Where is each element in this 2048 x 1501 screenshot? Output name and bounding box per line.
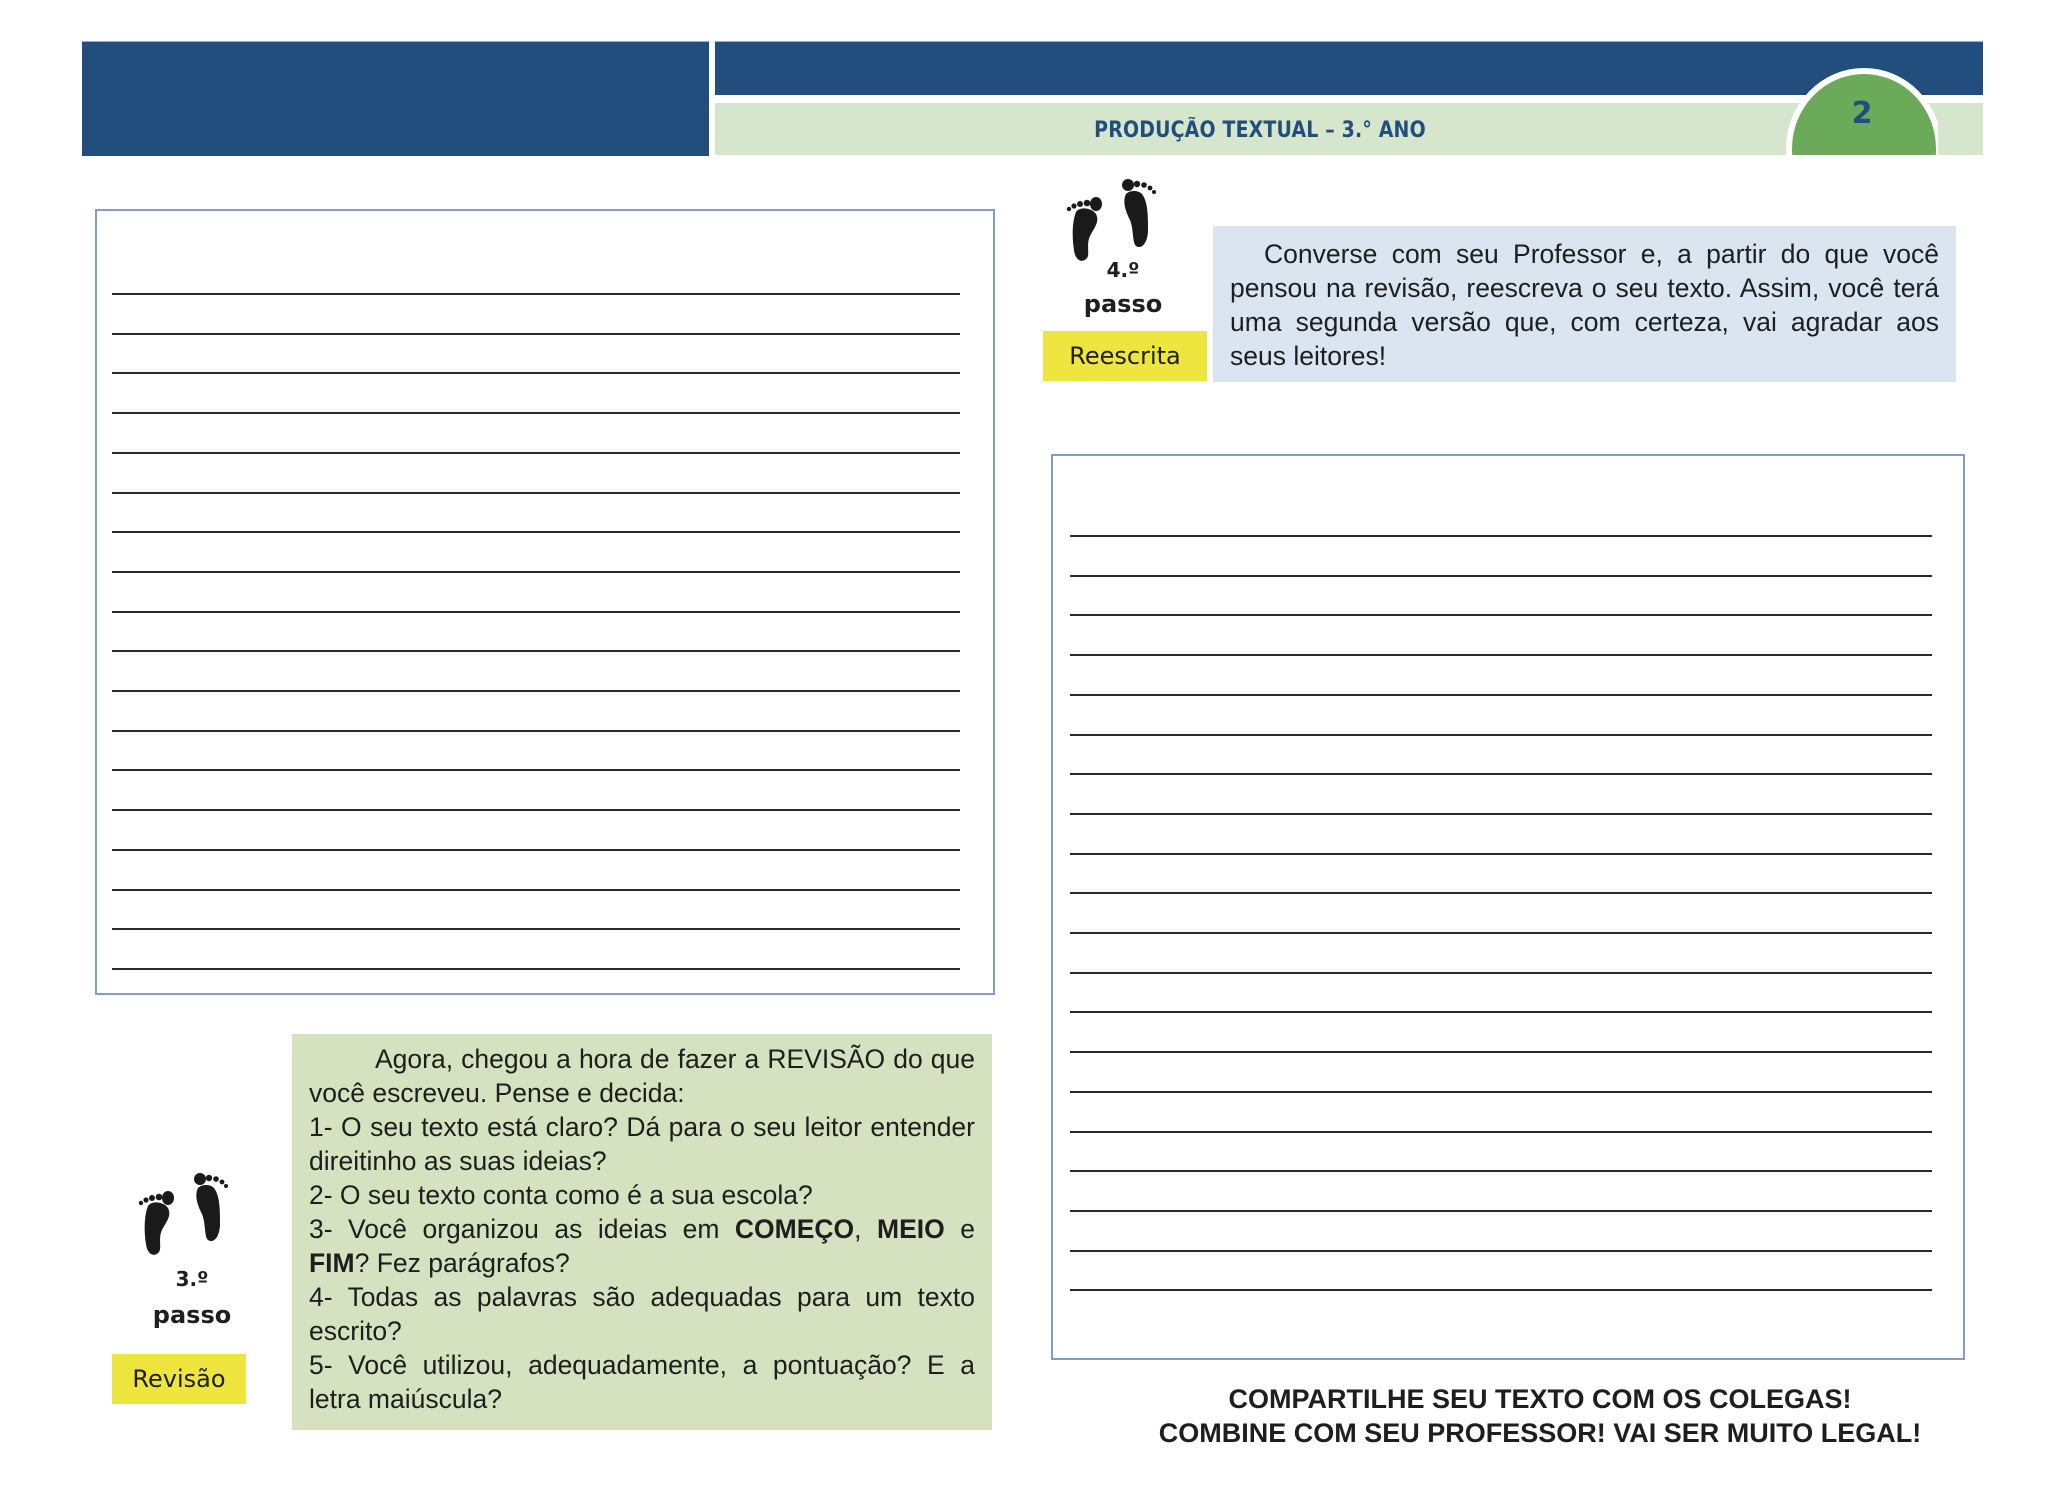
- revision-question: [309, 1280, 975, 1348]
- writing-line: [112, 293, 960, 295]
- writing-line: [112, 849, 960, 851]
- writing-line: [112, 650, 960, 652]
- writing-line: [112, 333, 960, 335]
- writing-line: [1070, 575, 1932, 577]
- revision-question: [309, 1348, 975, 1416]
- writing-line: [1070, 892, 1932, 894]
- writing-line: [1070, 853, 1932, 855]
- step4-word: passo: [1083, 290, 1163, 318]
- writing-line: [1070, 1289, 1932, 1291]
- writing-line: [112, 492, 960, 494]
- step3-tag-revisao: Revisão: [112, 1354, 246, 1404]
- footer-message: [1100, 1382, 1980, 1450]
- footer-line-2: COMBINE COM SEU PROFESSOR! VAI SER MUITO LEGAL!: [1158, 1418, 1922, 1448]
- writing-line: [112, 928, 960, 930]
- step4-number: 4.º: [1106, 258, 1140, 282]
- revision-question: [309, 1110, 975, 1178]
- writing-line: [1070, 1170, 1932, 1172]
- footprints-icon: [1060, 178, 1170, 270]
- question-text: 2- O seu texto conta como é a sua escola?: [309, 1180, 813, 1210]
- revision-question: [309, 1212, 975, 1280]
- writing-line: [112, 611, 960, 613]
- writing-line: [1070, 813, 1932, 815]
- revision-questions: [309, 1110, 975, 1416]
- writing-line: [1070, 1131, 1932, 1133]
- writing-line: [1070, 972, 1932, 974]
- writing-line: [112, 531, 960, 533]
- page-title: PRODUÇÃO TEXTUAL – 3.° ANO: [1094, 118, 1426, 143]
- writing-line: [1070, 1250, 1932, 1252]
- step3-revision-checklist: [292, 1034, 992, 1430]
- question-text: 4- Todas as palavras são adequadas para um texto escrito?: [309, 1282, 975, 1346]
- writing-line: [1070, 734, 1932, 736]
- header-banner-left: [82, 41, 709, 156]
- step4-instructions: Converse com seu Professor e, a partir do que você pensou na revisão, reescreva o seu texto. Assim, você terá uma segunda versão que, com certeza, vai agradar aos seus leitores!: [1213, 226, 1956, 382]
- emphasis-text: FIM: [309, 1248, 355, 1278]
- question-text: ,: [854, 1214, 878, 1244]
- left-writing-box[interactable]: [95, 209, 995, 995]
- writing-line: [112, 412, 960, 414]
- question-text: ? Fez parágrafos?: [354, 1248, 570, 1278]
- writing-line: [112, 769, 960, 771]
- writing-line: [112, 889, 960, 891]
- footer-line-1: COMPARTILHE SEU TEXTO COM OS COLEGAS!: [1228, 1384, 1852, 1414]
- footprints-icon: [132, 1172, 242, 1264]
- question-text: 5- Você utilizou, adequadamente, a pontuação? E a letra maiúscula?: [309, 1350, 975, 1414]
- writing-line: [1070, 1051, 1932, 1053]
- writing-line: [1070, 614, 1932, 616]
- writing-line: [1070, 932, 1932, 934]
- writing-line: [1070, 1210, 1932, 1212]
- emphasis-text: COMEÇO: [734, 1214, 855, 1244]
- writing-line: [112, 968, 960, 970]
- revision-question: [309, 1178, 975, 1212]
- writing-line: [112, 690, 960, 692]
- step3-number: 3.º: [175, 1267, 209, 1291]
- revision-intro: Agora, chegou a hora de fazer a REVISÃO do que você escreveu. Pense e decida:: [309, 1044, 975, 1108]
- writing-line: [112, 372, 960, 374]
- writing-line: [1070, 654, 1932, 656]
- question-text: 3- Você organizou as ideias em: [309, 1214, 735, 1244]
- writing-line: [112, 452, 960, 454]
- question-text: e: [944, 1214, 975, 1244]
- step3-word: passo: [152, 1301, 232, 1329]
- writing-line: [1070, 535, 1932, 537]
- right-writing-box[interactable]: [1051, 454, 1965, 1360]
- writing-line: [112, 809, 960, 811]
- writing-line: [1070, 694, 1932, 696]
- writing-line: [112, 730, 960, 732]
- step4-tag-reescrita: Reescrita: [1043, 331, 1207, 381]
- writing-line: [1070, 1091, 1932, 1093]
- writing-line: [1070, 773, 1932, 775]
- writing-line: [112, 571, 960, 573]
- writing-line: [1070, 1011, 1932, 1013]
- emphasis-text: MEIO: [877, 1214, 945, 1244]
- question-text: 1- O seu texto está claro? Dá para o seu leitor entender direitinho as suas ideias?: [309, 1112, 975, 1176]
- page-number: 2: [1851, 96, 1873, 131]
